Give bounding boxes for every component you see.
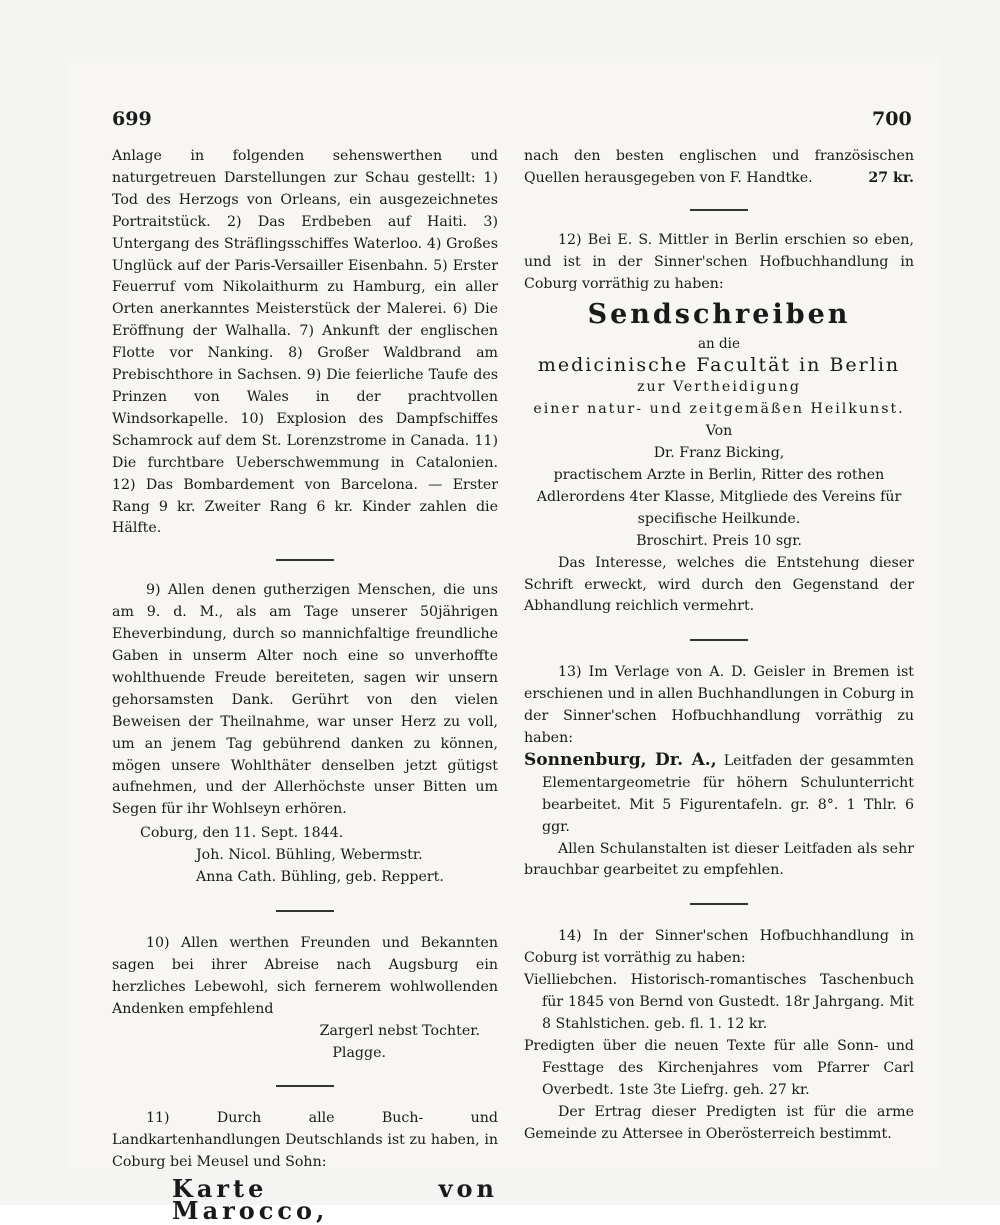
book-note: Das Interesse, welches die Entstehung dieser Schrift erweckt, wird durch den Gegenstand der Abhandlung reichlich vermehrt. [524,554,914,615]
map-title: Karte von Marocco, [172,1174,498,1225]
exhibition-notice: Anlage in folgenden sehenswerthen und naturgetreuen Darstellungen zur Schau gestellt: 1) Tod des Herzogs von Orleans, ein ausgezeichnetes Portraitstück. 2) Das Erdbeben auf Haiti. 3) Untergang des Sträflingsschiffes Waterloo. 4) Großes Unglück auf der Paris-Versailler Eisenbahn. 5) Erster Feuerruf vom Nikolaithurm zu Hamburg, ein aller Orten anerkanntes Meisterstück der Malerei. 6) Die Eröffnung der Walhalla. 7) Ankunft der englischen Flotte vor Nanking. 8) Großer Waldbrand am Prebischthore in Sachsen. 9) Die feierliche Taufe des Prinzen von Wales in der prachtvollen Windsorkapelle. 10) Explosion des Dampfschiffes Schamrock auf dem St. Lorenzstrome in Canada. 11) Die furchtbare Ueberschwemmung in Catalonien. 12) Das Bombardement von Barcelona. — Erster Rang 9 kr. Zweiter Rang 6 kr. Kinder zahlen die Hälfte. [112,148,498,537]
listing-vielliebchen: Vielliebchen. Historisch-romantisches Taschenbuch für 1845 von Bernd von Gustedt. 18r Jahrgang. Mit 8 Stahlstichen. geb. fl. 1. 12 kr. [524,972,914,1032]
signature-1: Joh. Nicol. Bühling, Webermstr. [196,847,423,864]
geometry-book-text: Leitfaden der gesammten Elementargeometrie für höhern Schulunterricht bearbeitet. Mit 5 Figurentafeln. gr. 8°. 1 Thlr. 6 ggr. [542,752,914,835]
separator [524,618,914,662]
book-subtitle: medicinische Facultät in Berlin [537,354,901,377]
farewell-signature-1: Zargerl nebst Tochter. [319,1022,480,1039]
farewell-signature-2: Plagge. [332,1044,386,1061]
geisler-notice: 13) Im Verlage von A. D. Geisler in Bremen ist erschienen und in allen Buchhandlungen in Coburg in der Sinner'schen Hofbuchhandlung vorräthig zu haben: [524,664,914,747]
book-subtitle-2: zur Vertheidigung [637,379,801,396]
book-title-sendschreiben: Sendschreiben [587,298,851,330]
separator [524,190,914,230]
book-title-an-die: an die [698,335,740,352]
book-price: Broschirt. Preis 10 sgr. [636,532,802,549]
map-source-text: nach den besten englischen und französischen Quellen herausgegeben von F. Handtke. [524,148,914,186]
book-subtitle-3: einer natur- und zeitgemäßen Heilkunst. [533,401,905,418]
right-column [524,146,914,1145]
listing-predigten: Predigten über die neuen Texte für alle Sonn- und Festtage des Kirchenjahres vom Pfarrer Carl Overbedt. 1ste 3te Liefrg. geh. 27 kr. [524,1037,914,1098]
place-date: Coburg, den 11. Sept. 1844. [140,825,344,842]
separator [112,1064,498,1108]
geometry-book-author: Sonnenburg, Dr. A., [524,749,717,770]
predigten-note: Der Ertrag dieser Predigten ist für die arme Gemeinde zu Attersee in Oberösterreich bestimmt. [524,1103,914,1142]
map-notice: 11) Durch alle Buch- und Landkartenhandlungen Deutschlands ist zu haben, in Coburg bei Meusel und Sohn: [112,1110,498,1171]
separator [112,540,498,580]
geometry-book-note: Allen Schulanstalten ist dieser Leitfaden als sehr brauchbar gearbeitet zu empfehlen. [524,840,914,879]
signature-2: Anna Cath. Bühling, geb. Reppert. [196,869,444,886]
separator [112,889,498,933]
farewell-notice: 10) Allen werthen Freunden und Bekannten sagen bei ihrer Abreise nach Augsburg ein herzliches Lebewohl, sich fernerem wohlwollenden Andenken empfehlend [112,935,498,1017]
book-author-desc: practischem Arzte in Berlin, Ritter des rothen Adlerordens 4ter Klasse, Mitgliede des Vereins für specifische Heilkunde. [536,466,902,527]
separator [524,882,914,926]
map-source [524,146,914,190]
book-von: Von [705,423,733,440]
map-price: 27 kr. [868,169,914,186]
mittler-notice: 12) Bei E. S. Mittler in Berlin erschien so eben, und ist in der Sinner'schen Hofbuchhandlung in Coburg vorräthig zu haben: [524,231,914,292]
thanks-notice: 9) Allen denen gutherzigen Menschen, die uns am 9. d. M., als am Tage unserer 50jährigen Eheverbindung, durch so mannichfaltige freundliche Gaben in unserm Alter noch eine so unverhoffte wohlthuende Freude bereiteten, sagen wir unsern gehorsamsten Dank. Gerührt von den vielen Beweisen der Theilnahme, war unser Herz zu voll, um an jenem Tag gebührend danken zu können, mögen unsere Wohlthäter denselben jetzt gütigst aufnehmen, und der Allerhöchste unser Bitten um Segen für ihr Wohlseyn erhören. [112,582,498,818]
page-number-right: 700 [872,108,912,130]
page-number-left: 699 [112,108,152,130]
sinner-notice: 14) In der Sinner'schen Hofbuchhandlung in Coburg ist vorräthig zu haben: [524,928,914,967]
book-author: Dr. Franz Bicking, [653,445,785,462]
geometry-book [524,750,914,839]
left-column [112,146,498,1225]
